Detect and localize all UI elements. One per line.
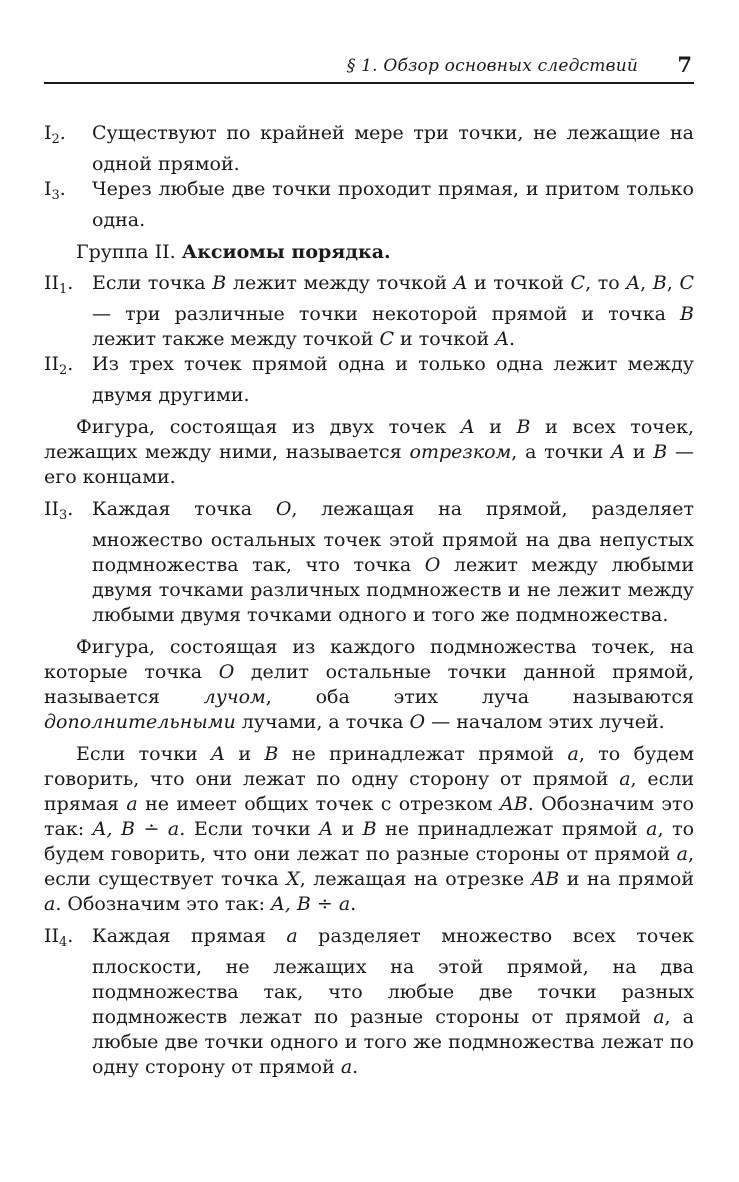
axiom-II3: $II_3$. Каждая точка O, лежащая на прямой, разделяет множество остальных точек этой прямой на два непустых подмножества так, что точка O лежит между любыми двумя точками различных подмножеств и не лежит между любыми двумя точками одного и того же подмножества. [44, 498, 694, 626]
paragraph-ray-definition: Фигура, состоящая из каждого подмножества точек, на которые точка O делит остальные точки данной прямой, называется лучом, оба этих луча называются дополнительными лучами, а точка O — началом этих лучей. [44, 636, 694, 733]
axiom-II2: $II_2$. Из трех точек прямой одна и только одна лежит между двумя другими. [44, 353, 694, 406]
axiom-label: $II_2$. [44, 353, 74, 378]
axiom-I2: $I_2$. Существуют по крайней мере три точки, не лежащие на одной прямой. [44, 122, 694, 175]
running-header [44, 54, 694, 84]
axiom-I3: $I_3$. Через любые две точки проходит прямая, и притом только одна. [44, 178, 694, 231]
paragraph-side-definition: Если точки A и B не принадлежат прямой a, то будем говорить, что они лежат по одну сторону от прямой a, если прямая a не имеет общих точек с отрезком AB. Обозначим это так: A, B ∸ a. Если точки A и B не принадлежат прямой a, то будем говорить, что они лежат по разные стороны от прямой a, если существует точка X, лежащая на отрезке AB и на прямой a. Обозначим это так: A, B ÷ a. [44, 743, 695, 915]
page-number: 7 [677, 52, 692, 77]
axiom-label: $I_2$. [44, 122, 66, 147]
paragraph-segment-definition: Фигура, состоящая из двух точек A и B и всех точек, лежащих между ними, называется отрезком, а точки A и B — его концами. [44, 416, 695, 488]
axiom-II1: $II_1$. Если точка B лежит между точкой A и точкой C, то A, B, C — три различные точки некоторой прямой и точка B лежит также между точкой C и точкой A. [44, 272, 694, 350]
page-body [44, 121, 694, 1080]
group-heading: Группа II. Аксиомы порядка. [76, 241, 391, 263]
section-title: § 1. Обзор основных следствий [346, 56, 638, 76]
axiom-II4: $II_4$. Каждая прямая a разделяет множество всех точек плоскости, не лежащих на этой прямой, на два подмножества так, что любые две точки разных подмножеств лежат по разные стороны от прямой a, а любые две точки одного и того же подмножества лежат по одну сторону от прямой a. [44, 925, 694, 1078]
axiom-label: $II_3$. [44, 498, 74, 523]
axiom-label: $II_1$. [44, 272, 74, 297]
axiom-label: $I_3$. [44, 178, 66, 203]
axiom-label: $II_4$. [44, 925, 74, 950]
